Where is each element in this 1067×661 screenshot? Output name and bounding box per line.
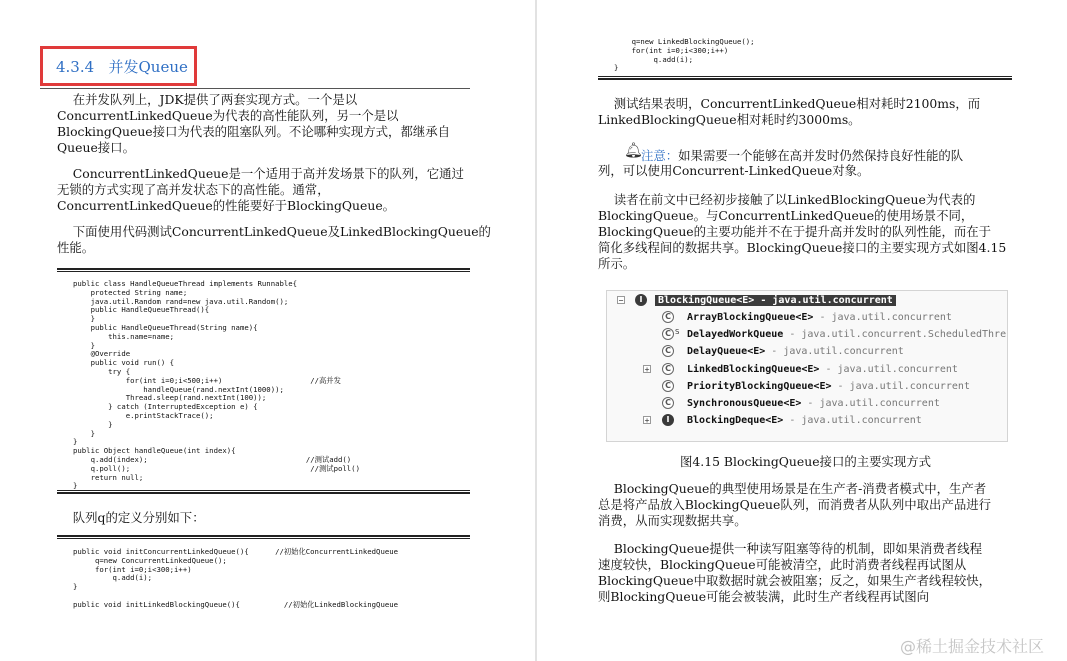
section-number: 4.3.4 (56, 58, 95, 76)
class-icon: C (662, 397, 674, 409)
class-icon: C (662, 345, 674, 357)
figure-caption: 图4.15 BlockingQueue接口的主要实现方式 (680, 454, 932, 469)
paragraph-test-result: 测试结果表明，ConcurrentLinkedQueue相对耗时2100ms，而 LinkedBlockingQueue相对耗时约3000ms。 (598, 96, 981, 127)
expand-icon[interactable]: + (644, 364, 650, 374)
note-label: 注意： (641, 148, 679, 163)
code-block-right-bottom-border (598, 76, 1012, 80)
interface-icon: I (635, 294, 647, 306)
paragraph-queue-definition: 队列q的定义分别如下： (57, 510, 205, 525)
code-block-top-border (57, 268, 470, 272)
tree-root-label: BlockingQueue<E> - java.util.concurrent (655, 295, 896, 306)
static-modifier: S (675, 328, 680, 337)
tree-item-label: PriorityBlockingQueue<E> - java.util.concurrent (687, 380, 970, 392)
code-block-init-queues: public void initConcurrentLinkedQueue(){ //初始化ConcurrentLinkedQueue q=new ConcurrentLinkedQueue(); for(int i=0;i<300;i++) q.add(i); } public void initLinkedBlockingQueue(){ //初始化LinkedBlockingQueue (73, 547, 399, 609)
bell-icon: 🔔︎ (624, 141, 644, 159)
code-block2-top-border (57, 535, 470, 539)
tree-item-label: DelayQueue<E> - java.util.concurrent (687, 346, 904, 358)
code-block-bottom-border (57, 490, 470, 494)
note-text-1: 如果需要一个能够在高并发时仍然保持良好性能的队 (678, 148, 964, 163)
figure-blockingqueue-hierarchy (606, 290, 1008, 442)
code-block-linked-blocking-init: q=new LinkedBlockingQueue(); for(int i=0;i<300;i++) q.add(i); } (614, 37, 755, 73)
tree-item-label: ArrayBlockingQueue<E> - java.util.concurrent (687, 312, 952, 323)
class-icon: C (662, 380, 674, 392)
paragraph-concurrent: ConcurrentLinkedQueue是一个适用于高并发场景下的队列，它通过 无锁的方式实现了高并发状态下的高性能。通常， ConcurrentLinkedQueue的性能要好于BlockingQueue。 (57, 166, 464, 213)
interface-icon: I (662, 414, 674, 426)
watermark: @稀土掘金技术社区 (900, 637, 1045, 656)
class-icon: C (662, 328, 674, 340)
tree-item-label: DelayedWorkQueue - java.util.concurrent.ScheduledThre (687, 329, 1007, 341)
paragraph-blocking-mechanism: BlockingQueue提供一种读写阻塞等待的机制，即如果消费者线程 速度较快，BlockingQueue可能被清空，此时消费者线程再试图从 BlockingQueue中取数据时就会被阻塞；反之，如果生产者线程较快， 则BlockingQueue可能会被装满，此时生产者线程再试图向 (598, 541, 992, 604)
note-line-1 (641, 148, 963, 164)
heading-rule (40, 88, 470, 89)
tree-item-label: LinkedBlockingQueue<E> - java.util.concurrent (687, 363, 958, 375)
class-icon: C (662, 363, 674, 375)
collapse-icon[interactable]: − (618, 296, 624, 305)
paragraph-usage-scenario: BlockingQueue的典型使用场景是在生产者-消费者模式中，生产者 总是将产品放入BlockingQueue队列，而消费者从队列中取出产品进行 消费，从而实现数据共享。 (598, 481, 992, 528)
tree-item-label: BlockingDeque<E> - java.util.concurrent (687, 415, 922, 427)
section-title-text: 并发Queue (108, 58, 188, 76)
paragraph-test-intro: 下面使用代码测试ConcurrentLinkedQueue及LinkedBlockingQueue的 性能。 (57, 224, 491, 255)
paragraph-intro: 在并发队列上，JDK提供了两套实现方式。一个是以 ConcurrentLinkedQueue为代表的高性能队列，另一个是以 BlockingQueue接口为代表的阻塞队列。不论哪种实现方式，都继承自 Queue接口。 (57, 92, 451, 155)
note-line-2: 列，可以使用Concurrent-LinkedQueue对象。 (598, 163, 870, 178)
tree-item-label: SynchronousQueue<E> - java.util.concurrent (687, 398, 940, 409)
paragraph-blockingqueue-intro: 读者在前文中已经初步接触了以LinkedBlockingQueue为代表的 BlockingQueue。与ConcurrentLinkedQueue的使用场景不同， BlockingQueue的主要功能并不在于提升高并发时的队列性能，而在于 简化多线程间的数据共享。BlockingQueue接口的主要实现方式如图4.15 所示。 (598, 192, 1007, 271)
code-block-handle-queue-thread: public class HandleQueueThread implements Runnable{ protected String name; java.util.Random rand=new java.util.Random(); public HandleQueueThread(){ } public HandleQueueThread(String name){ this.name=name; } @Override public void run() { try { for(int i=0;i<500;i++) //高并发 handleQueue(rand.nextInt(1000)); Thread.sleep(rand.nextInt(100)); } catch (InterruptedException e) { e.printStackTrace(); } } } public Object handleQueue(int index){ q.add(index); //测试add() q.poll(); //测试poll() return null; } (73, 279, 360, 491)
expand-icon[interactable]: + (644, 416, 650, 426)
section-heading (56, 56, 188, 77)
class-icon: C (662, 311, 674, 323)
